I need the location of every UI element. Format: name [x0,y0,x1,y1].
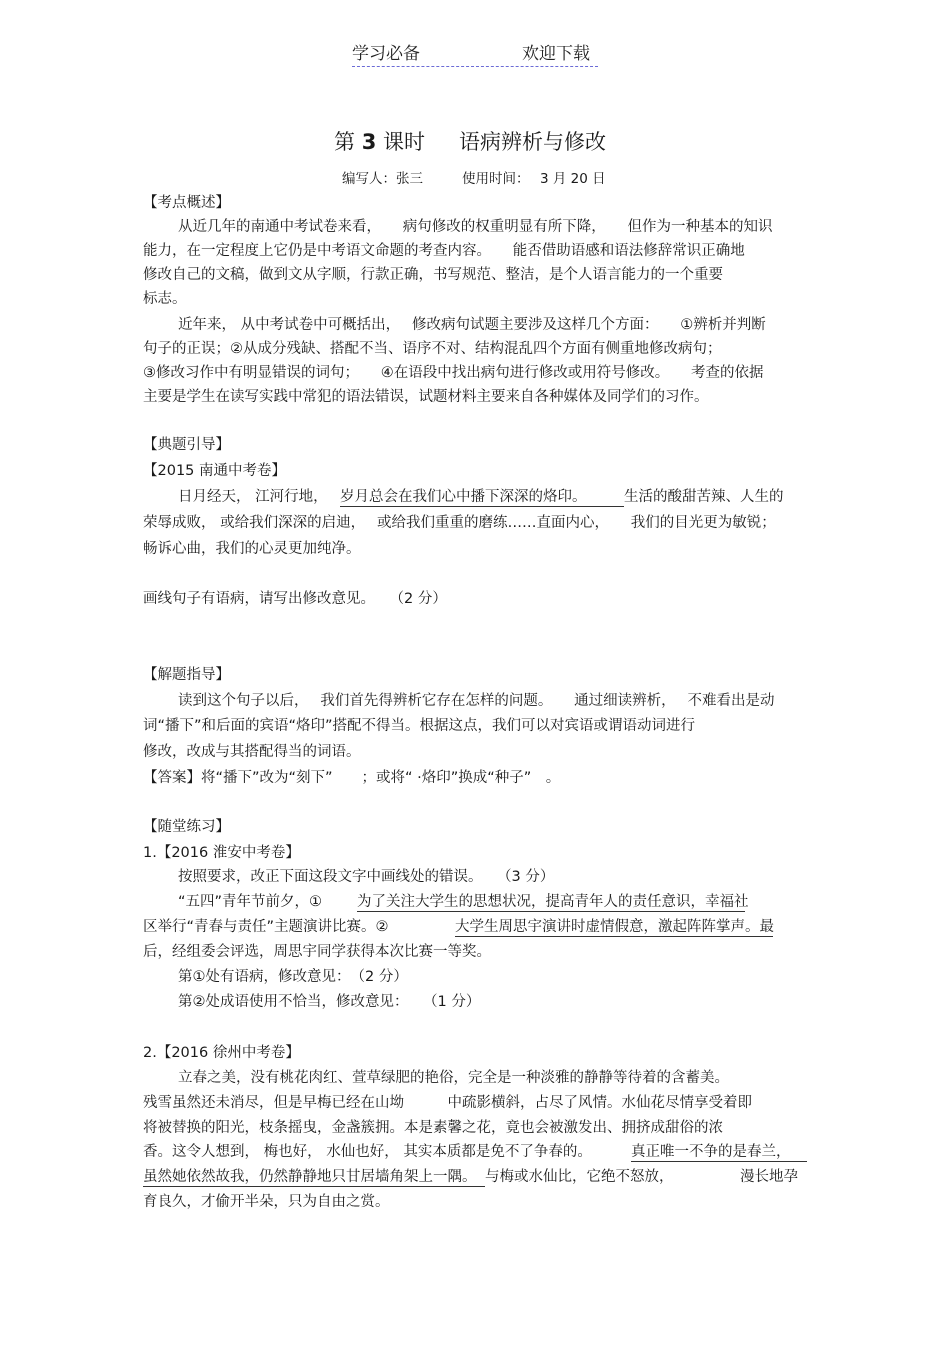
time-label: 使用时间： [462,171,530,187]
q2-underlined-4: 真正唯一不争的是春兰， [631,1144,791,1160]
example-source: 【2015 南通中考卷】 [143,463,287,479]
q2-line-1: 立春之美，没有桃花肉红、萱草绿肥的艳俗，完全是一种淡雅的静静等待着的含蓄美。 [178,1070,729,1086]
q2-line-5b: 与梅或水仙比，它绝不怒放， [485,1169,674,1185]
guide-line-3: 修改，改成与其搭配得当的词语。 [143,744,361,760]
q1-part-a: 第①处有语病，修改意见： （2 分） [178,969,408,985]
q2-line-4a: 香。这令人想到， 梅也好， 水仙也好， 其实本质都是免不了争春的。 [143,1144,592,1160]
overview-line-6: 句子的正误；②从成分残缺、搭配不当、语序不对、结构混乱四个方面有侧重地修改病句； [143,341,722,357]
section-heading-practice: 【随堂练习】 [143,819,230,835]
q1-underlined-2: 大学生周思宇演讲时虚情假意，激起阵阵掌声。最 [455,919,774,935]
title-suffix: 课时 [383,130,425,154]
example-line-1a: 日月经天， 江河行地， [178,489,328,505]
q1-line-3: 后，经组委会评选，周思宇同学获得本次比赛一等奖。 [143,944,491,960]
q2-underline-5 [143,1186,485,1187]
overview-line-5: 近年来， 从中考试卷中可概括出， 修改病句试题主要涉及这样几个方面： ①辨析并判断 [178,317,766,333]
overview-line-1: 从近几年的南通中考试卷来看， 病句修改的权重明显有所下降， 但作为一种基本的知识 [178,219,773,235]
header-right: 欢迎下载 [522,44,590,64]
overview-line-2: 能力，在一定程度上它仍是中考语文命题的考查内容。 能否借助语感和语法修辞常识正确地 [143,243,745,259]
q2-line-6: 育良久，才偷开半朵，只为自由之赏。 [143,1194,390,1210]
q2-source: 2.【2016 徐州中考卷】 [143,1045,300,1061]
q2-line-3: 将被替换的阳光，枝条摇曳，金盏簇拥。本是素馨之花，竟也会被激发出、拥挤成甜俗的浓 [143,1120,723,1136]
lesson-title [334,130,425,154]
title-number: 3 [361,130,377,154]
q1-underline-2 [455,936,773,937]
q1-instruction: 按照要求，改正下面这段文字中画线处的错误。 （3 分） [178,869,555,885]
guide-answer: 【答案】将“播下”改为“刻下” ；或将“ ·烙印”换成“种子” 。 [143,770,561,786]
header-left: 学习必备 [352,44,420,64]
q2-underlined-5: 虽然她依然故我，仍然静静地只甘居墙角架上一隅。 [143,1169,477,1185]
example-question: 画线句子有语病，请写出修改意见。 （2 分） [143,591,447,607]
q1-line-1a: “五四”青年节前夕，① [178,894,323,910]
header-divider [352,66,598,67]
lesson-topic: 语病辨析与修改 [459,130,606,154]
section-heading-guide: 【解题指导】 [143,667,230,683]
section-heading-example: 【典题引导】 [143,437,230,453]
overview-line-4: 标志。 [143,291,187,307]
q1-underline-1 [357,911,745,912]
guide-line-1: 读到这个句子以后， 我们首先得辨析它存在怎样的问题。 通过细读辨析， 不难看出是动 [178,693,775,709]
q1-underlined-1: 为了关注大学生的思想状况，提高青年人的责任意识，幸福社 [357,894,749,910]
section-heading-overview: 【考点概述】 [143,195,230,211]
guide-line-2: 词“播下”和后面的宾语“烙印”搭配不得当。根据这点，我们可以对宾语或谓语动词进行 [143,718,696,734]
q2-underline-4 [631,1161,807,1162]
overview-line-7: ③修改习作中有明显错误的词句； ④在语段中找出病句进行修改或用符号修改。 考查的依据 [143,365,764,381]
q1-line-2a: 区举行“青春与责任”主题演讲比赛。② [143,919,389,935]
title-prefix: 第 [334,130,355,154]
example-line-1c: 生活的酸甜苦辣、人生的 [624,489,784,505]
overview-line-3: 修改自己的文稿，做到文从字顺，行款正确，书写规范、整洁，是个人语言能力的一个重要 [143,267,723,283]
example-underline [340,506,624,507]
example-line-2: 荣辱成败， 或给我们深深的启迪， 或给我们重重的磨练……直面内心， 我们的目光更为敏锐； [143,515,776,531]
author: 编写人：张三 [342,171,423,187]
time-value: 3 月 20 日 [540,171,606,187]
example-underlined-sentence: 岁月总会在我们心中播下深深的烙印。 [340,489,587,505]
q1-part-b: 第②处成语使用不恰当，修改意见： （1 分） [178,994,481,1010]
overview-line-8: 主要是学生在读写实践中常犯的语法错误，试题材料主要来自各种媒体及同学们的习作。 [143,389,709,405]
example-line-3: 畅诉心曲，我们的心灵更加纯净。 [143,541,361,557]
q2-line-5c: 漫长地孕 [740,1169,798,1185]
q2-line-2: 残雪虽然还未消尽，但是早梅已经在山坳 中疏影横斜，占尽了风情。水仙花尽情享受着即 [143,1095,752,1111]
q1-source: 1.【2016 淮安中考卷】 [143,845,300,861]
